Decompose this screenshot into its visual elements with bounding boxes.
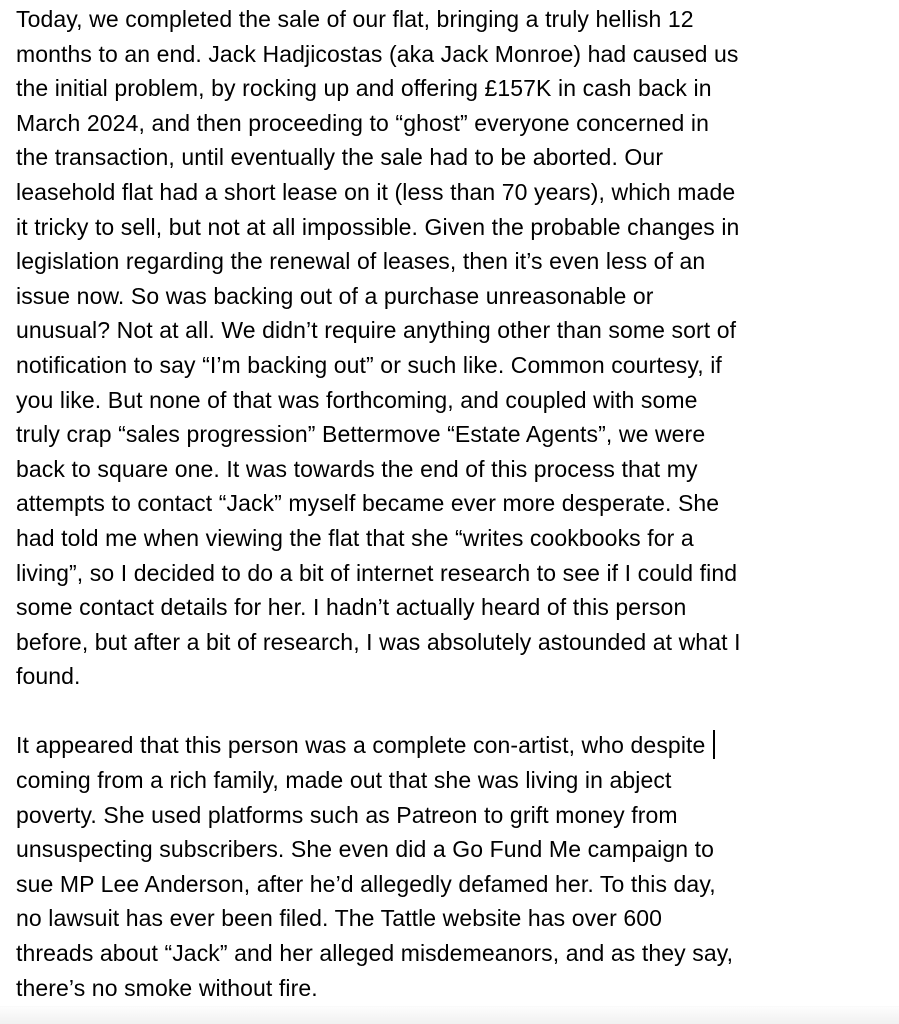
text-line: months to an end. Jack Hadjicostas (aka Jack Monroe) had caused us [16, 40, 739, 67]
text-line: notification to say “I’m backing out” or such like. Common courtesy, if [16, 351, 722, 378]
text-line: before, but after a bit of research, I was absolutely astounded at what I [16, 628, 741, 655]
text-line: found. [16, 663, 81, 690]
text-line: there’s no smoke without fire. [16, 974, 318, 1001]
text-line: sue MP Lee Anderson, after he’d allegedly defamed her. To this day, [16, 870, 716, 897]
window-bottom-edge [0, 1006, 899, 1024]
text-line: legislation regarding the renewal of leases, then it’s even less of an [16, 248, 706, 275]
text-line: It appeared that this person was a complete con-artist, who despite [16, 728, 884, 763]
text-line: living”, so I decided to do a bit of internet research to see if I could find [16, 559, 738, 586]
text-line: no lawsuit has ever been filed. The Tattle website has over 600 [16, 905, 663, 932]
text-cursor [713, 730, 716, 759]
text-line: Today, we completed the sale of our flat, bringing a truly hellish 12 [16, 6, 694, 32]
text-line: the initial problem, by rocking up and offering £157K in cash back in [16, 75, 712, 102]
text-line: it tricky to sell, but not at all impossible. Given the probable changes in [16, 213, 740, 240]
text-line: poverty. She used platforms such as Patreon to grift money from [16, 801, 678, 828]
text-line: issue now. So was backing out of a purchase unreasonable or [16, 282, 654, 309]
text-line: unusual? Not at all. We didn’t require anything other than some sort of [16, 317, 737, 344]
text-line: back to square one. It was towards the end of this process that my [16, 455, 698, 482]
text-line: unsuspecting subscribers. She even did a Go Fund Me campaign to [16, 836, 714, 863]
text-line: threads about “Jack” and her alleged misdemeanors, and as they say, [16, 940, 734, 967]
text-line: had told me when viewing the flat that she “writes cookbooks for a [16, 524, 694, 551]
text-line: leasehold flat had a short lease on it (less than 70 years), which made [16, 178, 736, 205]
text-line: attempts to contact “Jack” myself became ever more desperate. She [16, 490, 720, 517]
text-line: the transaction, until eventually the sale had to be aborted. Our [16, 144, 664, 171]
text-line: some contact details for her. I hadn’t actually heard of this person [16, 594, 687, 621]
text-line: truly crap “sales progression” Bettermove “Estate Agents”, we were [16, 421, 706, 448]
text-line: coming from a rich family, made out that she was living in abject [16, 767, 672, 794]
text-line: March 2024, and then proceeding to “ghost” everyone concerned in [16, 109, 710, 136]
empty-line [16, 694, 884, 729]
text-line: you like. But none of that was forthcoming, and coupled with some [16, 386, 698, 413]
